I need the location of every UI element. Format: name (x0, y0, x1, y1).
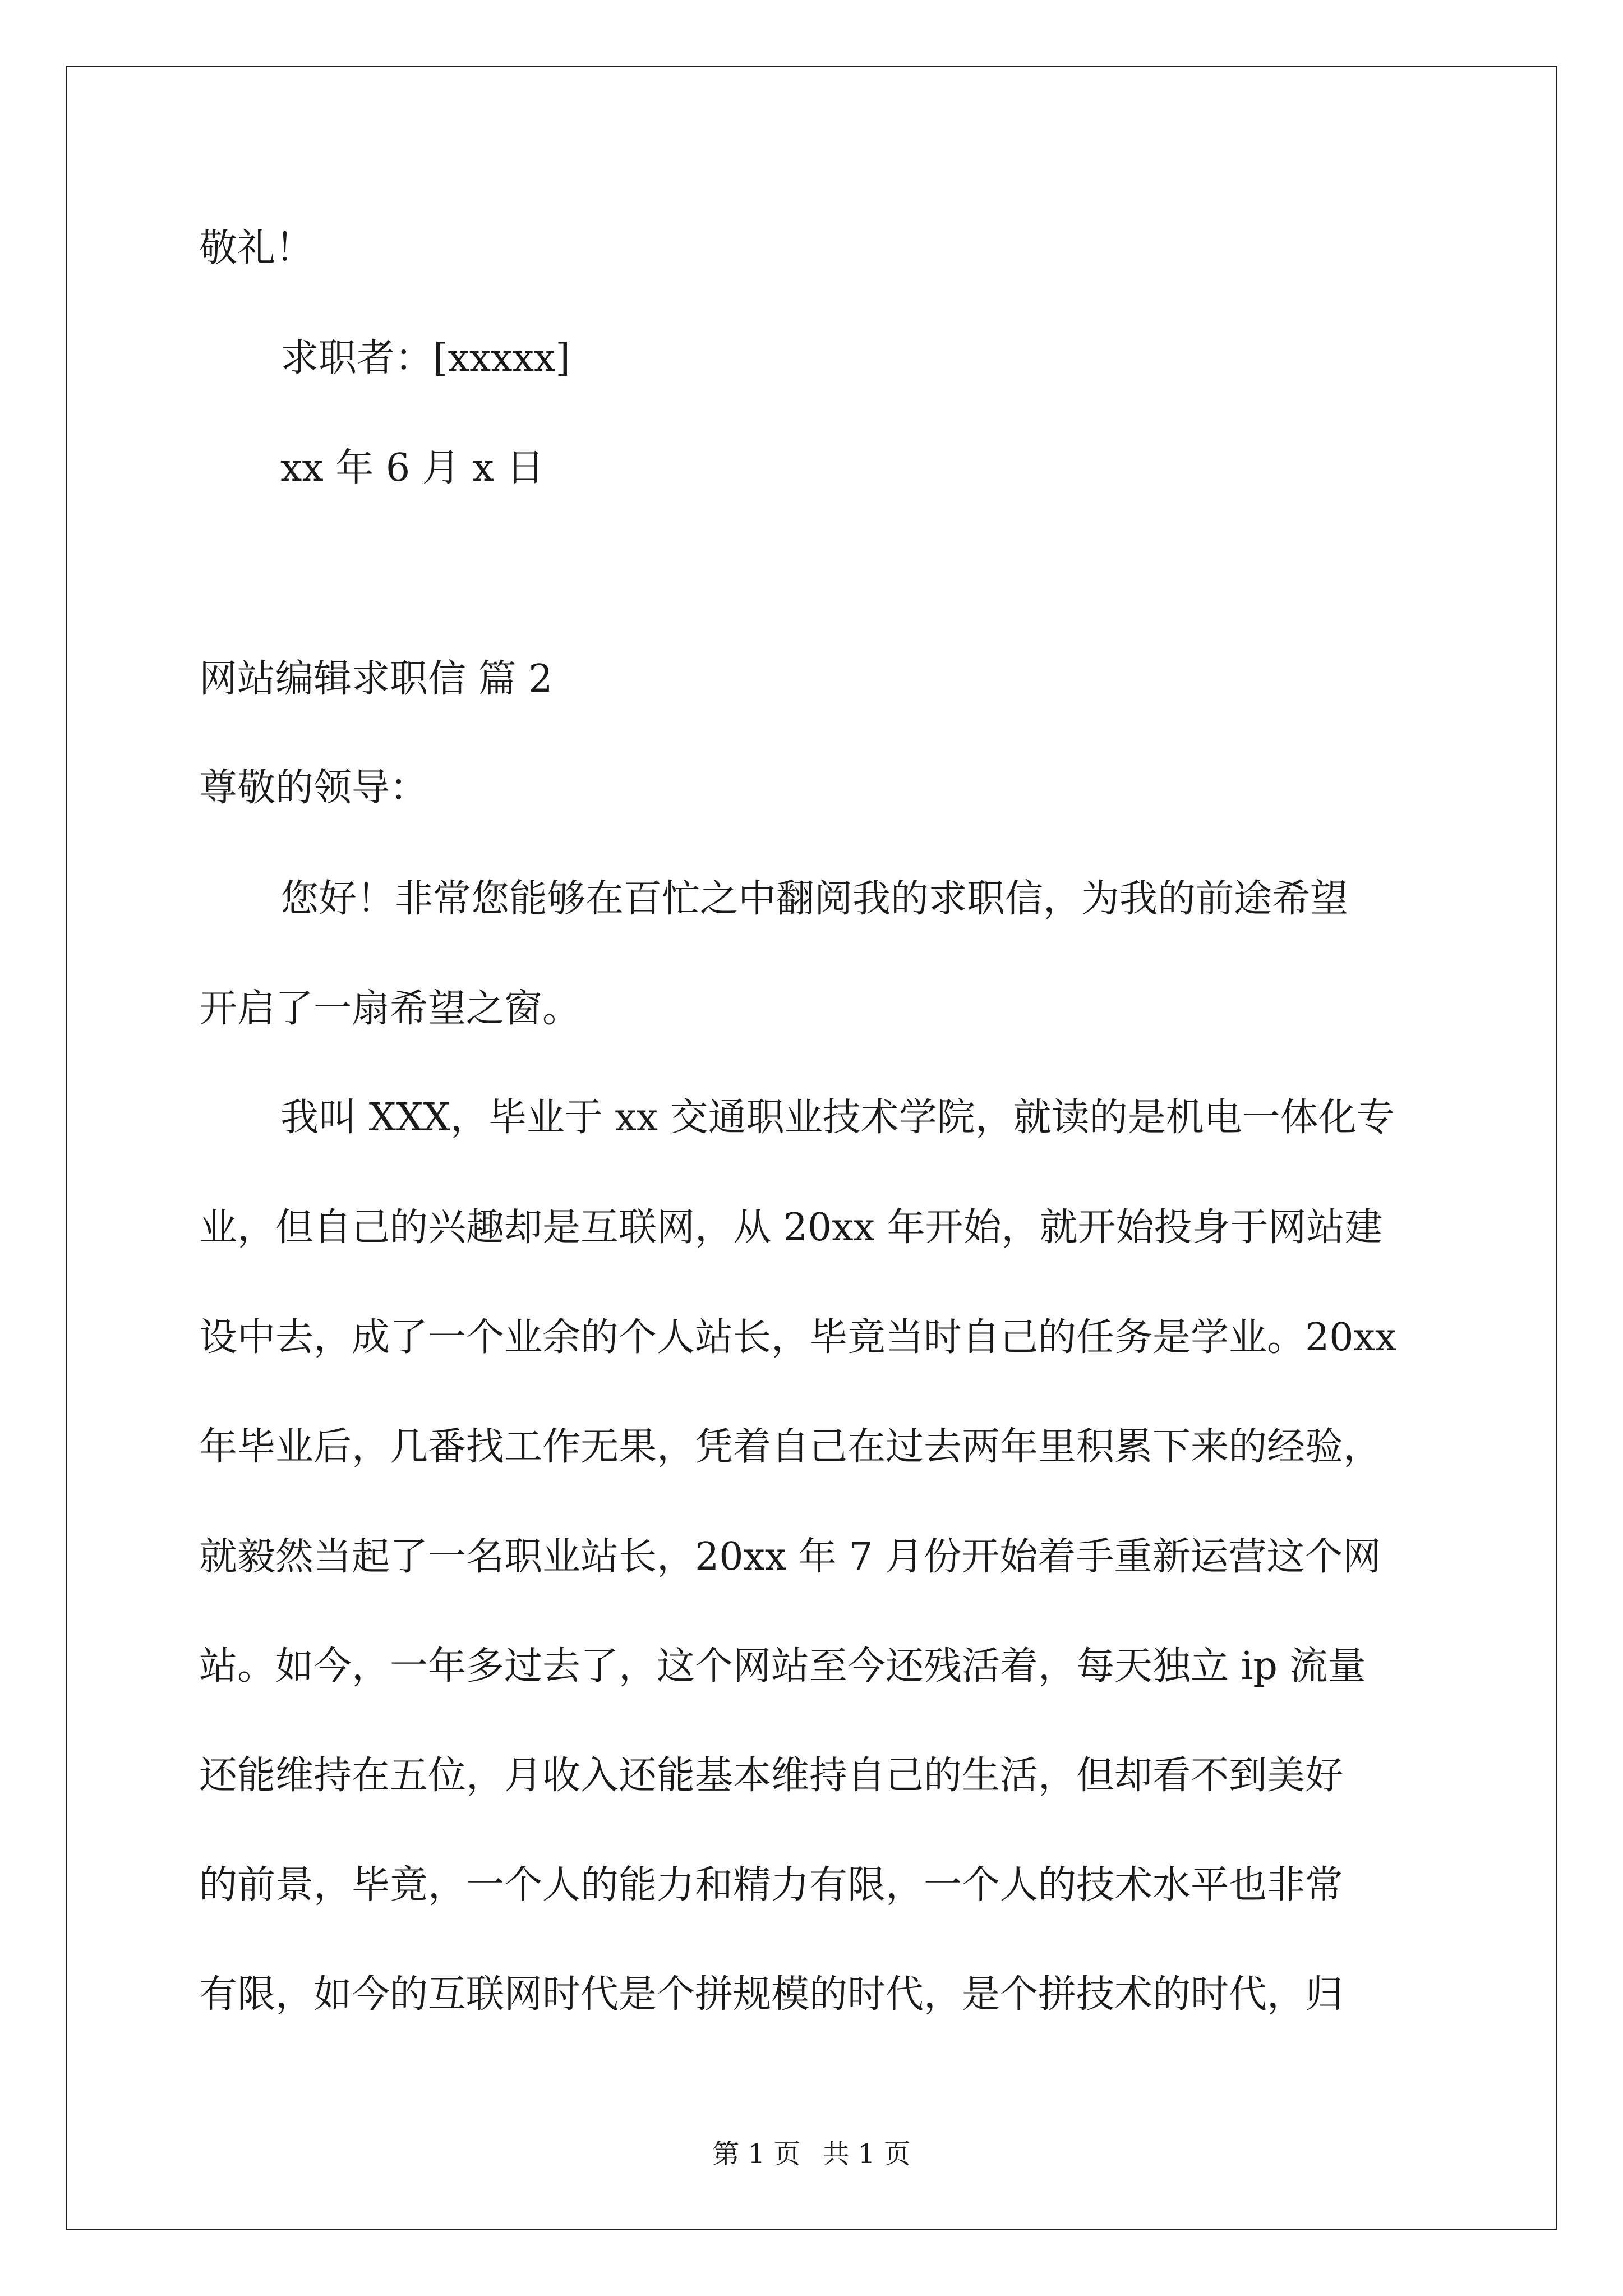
paragraph-line: 设中去，成了一个业余的个人站长，毕竟当时自己的任务是学业。20xx (199, 1315, 1397, 1360)
signature: 求职者：[xxxxx] (280, 336, 570, 380)
paragraph-line: 就毅然当起了一名职业站长，20xx 年 7 月份开始着手重新运营这个网 (199, 1535, 1381, 1579)
paragraph-line: 年毕业后，几番找工作无果，凭着自己在过去两年里积累下来的经验， (199, 1425, 1382, 1469)
page-footer (0, 2137, 1623, 2171)
date: xx 年 6 月 x 日 (280, 446, 545, 490)
paragraph-line: 开启了一扇希望之窗。 (199, 987, 581, 1031)
paragraph-line: 有限，如今的互联网时代是个拼规模的时代，是个拼技术的时代，归 (199, 1972, 1344, 2017)
paragraph-line: 我叫 XXX，毕业于 xx 交通职业技术学院，就读的是机电一体化专 (280, 1096, 1395, 1140)
page-number-total: 共 1 页 (822, 2138, 911, 2170)
paragraph-line: 的前景，毕竟，一个人的能力和精力有限，一个人的技术水平也非常 (199, 1863, 1344, 1907)
paragraph-line: 站。如今，一年多过去了，这个网站至今还残活着，每天独立 ip 流量 (199, 1644, 1366, 1688)
paragraph-line: 业，但自己的兴趣却是互联网，从 20xx 年开始，就开始投身于网站建 (199, 1205, 1383, 1250)
closing-salute: 敬礼！ (199, 226, 314, 270)
paragraph-line: 您好！非常您能够在百忙之中翻阅我的求职信，为我的前途希望 (280, 877, 1349, 921)
paragraph-line: 还能维持在五位，月收入还能基本维持自己的生活，但却看不到美好 (199, 1754, 1344, 1798)
greeting: 尊敬的领导： (199, 766, 428, 810)
page-number-current: 第 1 页 (712, 2138, 801, 2170)
section-title: 网站编辑求职信 篇 2 (199, 657, 553, 701)
